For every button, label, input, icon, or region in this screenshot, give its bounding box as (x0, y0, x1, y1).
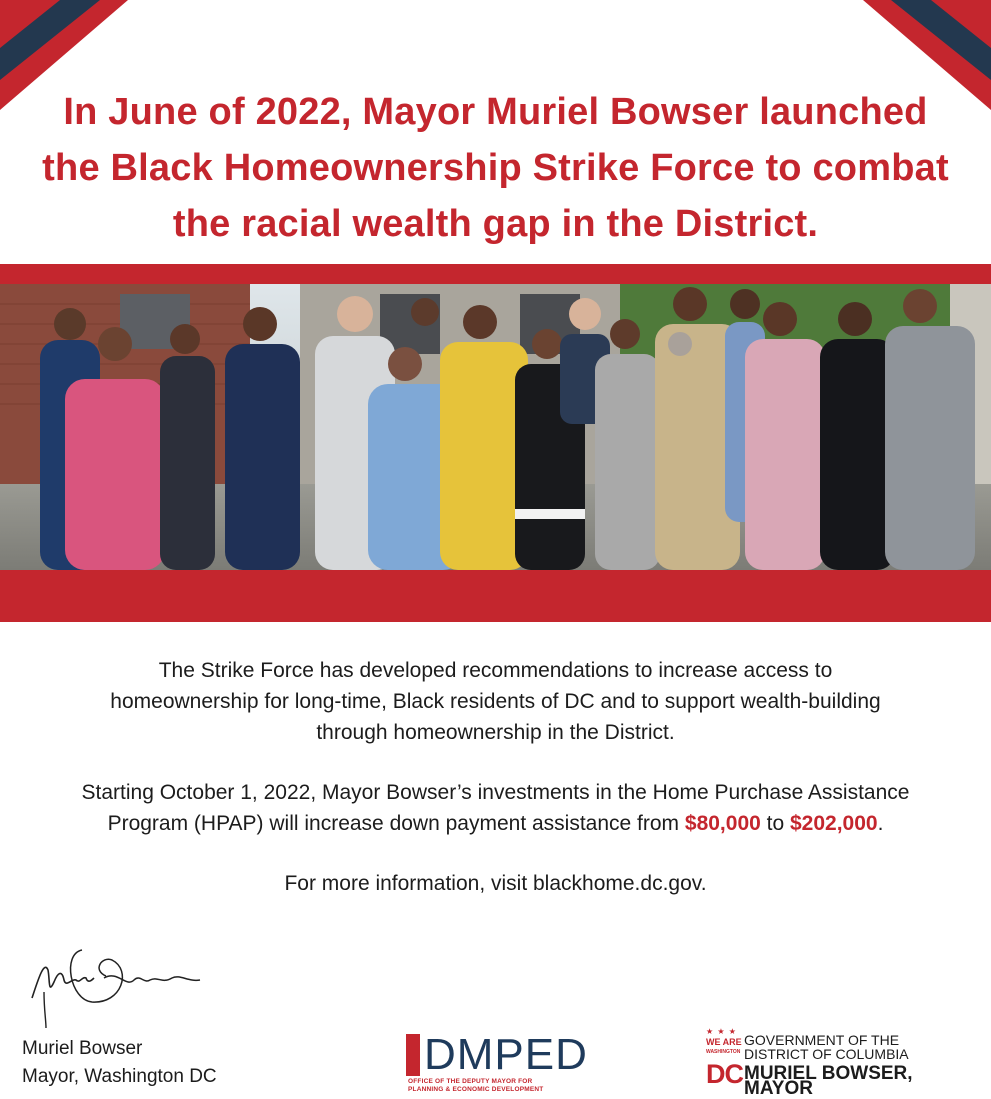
headline-line-2: the Black Homeownership Strike Force to combat (42, 147, 949, 189)
gov-line-3: MURIEL BOWSER, MAYOR (744, 1063, 913, 1099)
stars-icon: ★ ★ ★ (706, 1027, 737, 1036)
headline (30, 84, 961, 252)
paragraph-hpap (20, 777, 971, 839)
group-photo (0, 284, 991, 570)
gov-line-2: DISTRICT OF COLUMBIA (744, 1046, 909, 1062)
dmped-flag-bar (406, 1034, 420, 1076)
signer-title: Mayor, Washington DC (22, 1066, 217, 1087)
p2-mid: to (760, 812, 790, 835)
gov-line-1: GOVERNMENT OF THE (744, 1032, 900, 1048)
p2-line-2 (20, 808, 971, 839)
group-photo-image (0, 284, 991, 570)
headline-line-3: the racial wealth gap in the District. (172, 203, 819, 245)
p2-line-2-pre: Program (HPAP) will increase down payment assistance from (107, 812, 685, 835)
headline-line-1: In June of 2022, Mayor Muriel Bowser launched (63, 91, 928, 133)
p1-line-3: through homeownership in the District. (316, 721, 675, 744)
dmped-subtitle-line-2: PLANNING & ECONOMIC DEVELOPMENT (408, 1085, 544, 1093)
dmped-subtitle (408, 1078, 598, 1093)
paragraph-recommendations (20, 655, 971, 748)
dmped-wordmark: DMPED (424, 1030, 588, 1079)
signature-image (22, 940, 212, 1030)
we-are-line-2: WASHINGTON (706, 1049, 741, 1055)
p1-line-2: homeownership for long-time, Black residents of DC and to support wealth-building (110, 690, 881, 713)
dc-government-logo (706, 1027, 981, 1099)
dmped-subtitle-line-1: OFFICE OF THE DEPUTY MAYOR FOR (408, 1078, 533, 1085)
amount-new: $202,000 (790, 812, 878, 835)
signer-name: Muriel Bowser (22, 1038, 143, 1059)
dmped-logo (398, 1032, 598, 1092)
more-info-line: For more information, visit blackhome.dc.gov. (284, 872, 707, 895)
we-are-line-1: WE ARE (706, 1037, 742, 1047)
red-band-top (0, 264, 991, 284)
p1-line-1: The Strike Force has developed recommendations to increase access to (158, 659, 833, 682)
p2-end: . (877, 812, 884, 835)
amount-old: $80,000 (684, 812, 761, 835)
we-are-washington-mark (706, 1037, 742, 1057)
p2-line-1: Starting October 1, 2022, Mayor Bowser’s investments in the Home Purchase Assistance (81, 781, 910, 804)
red-band-bottom (0, 570, 991, 622)
dc-mark: DC (706, 1059, 743, 1089)
